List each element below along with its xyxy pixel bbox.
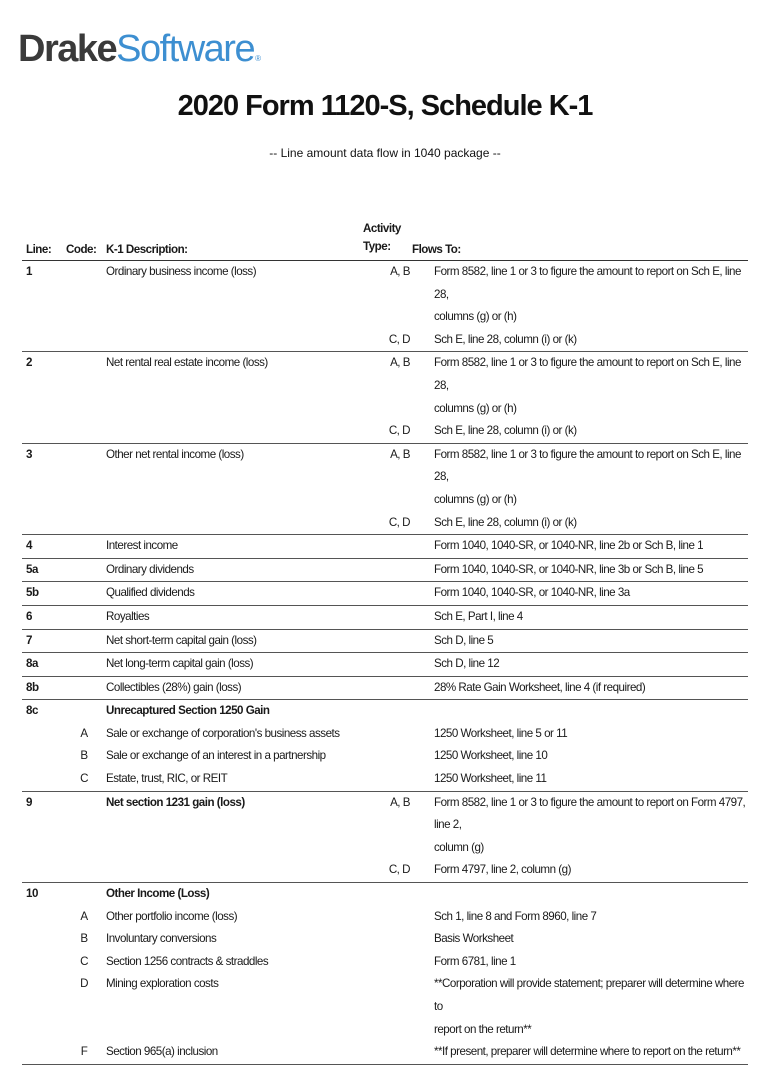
line-cell bbox=[22, 1019, 62, 1042]
description-cell: Net long-term capital gain (loss) bbox=[106, 657, 254, 671]
line-cell: 5b bbox=[26, 586, 39, 600]
description-cell: Interest income bbox=[106, 539, 178, 553]
table-row bbox=[22, 859, 748, 882]
line-cell bbox=[22, 768, 62, 791]
description-cell bbox=[106, 306, 362, 329]
activity-type-cell: A, B bbox=[390, 265, 410, 278]
table-row bbox=[22, 444, 748, 489]
flows-to-cell: Basis Worksheet bbox=[434, 932, 514, 946]
description-cell: Estate, trust, RIC, or REIT bbox=[106, 772, 228, 786]
flows-to-cell: Sch 1, line 8 and Form 8960, line 7 bbox=[434, 909, 597, 923]
flows-to-cell: 28% Rate Gain Worksheet, line 4 (if required) bbox=[434, 680, 646, 694]
line-cell bbox=[22, 306, 62, 329]
flows-to-cell bbox=[410, 700, 748, 723]
table-row bbox=[22, 559, 748, 582]
code-cell bbox=[62, 535, 106, 558]
code-cell bbox=[62, 677, 106, 700]
activity-type-cell bbox=[362, 653, 410, 676]
description-cell bbox=[106, 420, 362, 443]
table-row bbox=[22, 951, 748, 974]
flows-to-cell: column (g) bbox=[434, 840, 484, 854]
activity-type-cell: A, B bbox=[390, 356, 410, 370]
line-cell: 7 bbox=[26, 633, 32, 647]
header-activity-line2: Type: bbox=[363, 240, 391, 253]
line-cell: 4 bbox=[26, 539, 32, 553]
description-cell: Net rental real estate income (loss) bbox=[106, 356, 268, 370]
table-body bbox=[22, 261, 748, 1065]
flows-to-cell: Form 6781, line 1 bbox=[434, 954, 516, 968]
flows-to-cell: 1250 Worksheet, line 11 bbox=[434, 772, 547, 786]
activity-type-cell bbox=[362, 906, 410, 929]
activity-type-cell bbox=[362, 928, 410, 951]
line-cell bbox=[22, 1041, 62, 1064]
activity-type-cell bbox=[362, 535, 410, 558]
line-cell bbox=[22, 398, 62, 421]
header-line: Line: bbox=[26, 243, 52, 256]
flows-to-cell: Sch E, Part I, line 4 bbox=[434, 609, 523, 623]
description-cell: Involuntary conversions bbox=[106, 932, 217, 946]
code-cell: B bbox=[80, 749, 88, 763]
k1-data-flow-table bbox=[22, 208, 748, 1065]
activity-type-cell bbox=[362, 700, 410, 723]
table-row bbox=[22, 535, 748, 558]
flows-to-cell: Form 8582, line 1 or 3 to figure the amount to report on Form 4797, line 2, bbox=[434, 795, 746, 832]
table-row bbox=[22, 700, 748, 723]
flows-to-cell bbox=[410, 883, 748, 906]
table-row bbox=[22, 306, 748, 329]
line-cell bbox=[22, 951, 62, 974]
table-row bbox=[22, 606, 748, 629]
description-cell: Sale or exchange of an interest in a partnership bbox=[106, 749, 326, 763]
description-cell: Other portfolio income (loss) bbox=[106, 909, 238, 923]
table-row bbox=[22, 906, 748, 929]
code-cell bbox=[62, 883, 106, 906]
flows-to-cell: Form 1040, 1040-SR, or 1040-NR, line 3b or Sch B, line 5 bbox=[434, 562, 704, 576]
table-row bbox=[22, 677, 748, 700]
description-cell: Mining exploration costs bbox=[106, 977, 219, 991]
line-cell bbox=[22, 489, 62, 512]
table-row bbox=[22, 512, 748, 535]
header-description: K-1 Description: bbox=[106, 243, 188, 256]
line-cell: 1 bbox=[26, 265, 32, 278]
table-row bbox=[22, 329, 748, 352]
line-cell bbox=[22, 906, 62, 929]
line-cell: 8b bbox=[26, 680, 39, 694]
code-cell bbox=[62, 792, 106, 837]
header-flows-to: Flows To: bbox=[412, 243, 461, 256]
description-cell bbox=[106, 329, 362, 352]
code-cell: F bbox=[80, 1045, 88, 1059]
line-cell bbox=[22, 420, 62, 443]
table-row bbox=[22, 1019, 748, 1042]
table-row bbox=[22, 768, 748, 791]
line-cell: 9 bbox=[26, 795, 32, 809]
activity-type-cell bbox=[362, 559, 410, 582]
flows-to-cell: Sch D, line 12 bbox=[434, 657, 500, 671]
flows-to-cell: columns (g) or (h) bbox=[434, 310, 517, 324]
activity-type-cell: A, B bbox=[390, 795, 410, 809]
activity-type-cell bbox=[362, 1019, 410, 1042]
description-cell bbox=[106, 512, 362, 535]
table-row bbox=[22, 261, 748, 306]
description-cell: Unrecaptured Section 1250 Gain bbox=[106, 704, 270, 718]
flows-to-cell: report on the return** bbox=[434, 1022, 532, 1036]
activity-type-cell: A, B bbox=[390, 447, 410, 461]
line-cell bbox=[22, 859, 62, 882]
description-cell: Sale or exchange of corporation's business assets bbox=[106, 726, 340, 740]
flows-to-cell: Form 8582, line 1 or 3 to figure the amount to report on Sch E, line 28, bbox=[434, 356, 741, 392]
description-cell: Net short-term capital gain (loss) bbox=[106, 633, 257, 647]
code-cell bbox=[62, 837, 106, 860]
code-cell bbox=[62, 261, 106, 306]
activity-type-cell bbox=[362, 582, 410, 605]
line-group bbox=[22, 444, 748, 535]
line-group bbox=[22, 535, 748, 559]
description-cell bbox=[106, 837, 362, 860]
description-cell: Other Income (Loss) bbox=[106, 887, 210, 901]
line-cell bbox=[22, 745, 62, 768]
activity-type-cell bbox=[362, 489, 410, 512]
flows-to-cell: Sch D, line 5 bbox=[434, 633, 494, 647]
table-row bbox=[22, 1041, 748, 1064]
code-cell bbox=[62, 306, 106, 329]
table-row bbox=[22, 723, 748, 746]
description-cell: Collectibles (28%) gain (loss) bbox=[106, 680, 242, 694]
line-group bbox=[22, 883, 748, 1065]
header-activity-line1: Activity bbox=[363, 222, 401, 235]
code-cell bbox=[62, 489, 106, 512]
line-group bbox=[22, 792, 748, 883]
line-group bbox=[22, 630, 748, 654]
code-cell: C bbox=[80, 772, 88, 786]
code-cell: B bbox=[80, 932, 88, 946]
code-cell: D bbox=[80, 977, 88, 991]
activity-type-cell bbox=[362, 768, 410, 791]
flows-to-cell: Sch E, line 28, column (i) or (k) bbox=[434, 424, 577, 438]
description-cell: Ordinary business income (loss) bbox=[106, 265, 257, 278]
line-cell: 2 bbox=[26, 356, 32, 370]
table-row bbox=[22, 792, 748, 837]
code-cell bbox=[62, 512, 106, 535]
code-cell: A bbox=[80, 726, 88, 740]
activity-type-cell bbox=[362, 630, 410, 653]
activity-type-cell: C, D bbox=[388, 515, 410, 529]
line-group bbox=[22, 582, 748, 606]
flows-to-cell: Form 8582, line 1 or 3 to figure the amount to report on Sch E, line 28, bbox=[434, 265, 741, 301]
description-cell: Qualified dividends bbox=[106, 586, 195, 600]
table-row bbox=[22, 837, 748, 860]
activity-type-cell: C, D bbox=[388, 424, 410, 438]
line-group bbox=[22, 559, 748, 583]
code-cell bbox=[62, 559, 106, 582]
code-cell: A bbox=[80, 909, 88, 923]
flows-to-cell: Sch E, line 28, column (i) or (k) bbox=[434, 332, 577, 346]
line-cell: 8c bbox=[26, 704, 38, 718]
activity-type-cell bbox=[362, 883, 410, 906]
activity-type-cell bbox=[362, 745, 410, 768]
description-cell: Other net rental income (loss) bbox=[106, 447, 244, 461]
table-row bbox=[22, 420, 748, 443]
code-cell bbox=[62, 859, 106, 882]
activity-type-cell bbox=[362, 973, 410, 1018]
activity-type-cell bbox=[362, 398, 410, 421]
line-group bbox=[22, 677, 748, 701]
flows-to-cell: 1250 Worksheet, line 10 bbox=[434, 749, 548, 763]
flows-to-cell: columns (g) or (h) bbox=[434, 401, 517, 415]
description-cell bbox=[106, 859, 362, 882]
code-cell bbox=[62, 398, 106, 421]
table-row bbox=[22, 582, 748, 605]
line-cell: 8a bbox=[26, 657, 38, 671]
code-cell bbox=[62, 582, 106, 605]
table-row bbox=[22, 352, 748, 397]
description-cell bbox=[106, 489, 362, 512]
table-row bbox=[22, 398, 748, 421]
line-cell: 5a bbox=[26, 562, 38, 576]
activity-type-cell bbox=[362, 677, 410, 700]
table-row bbox=[22, 489, 748, 512]
code-cell: C bbox=[80, 954, 88, 968]
description-cell: Ordinary dividends bbox=[106, 562, 194, 576]
activity-type-cell bbox=[362, 837, 410, 860]
table-row bbox=[22, 928, 748, 951]
header-code: Code: bbox=[66, 243, 97, 256]
flows-to-cell: Form 4797, line 2, column (g) bbox=[434, 863, 571, 877]
code-cell bbox=[62, 606, 106, 629]
description-cell: Section 965(a) inclusion bbox=[106, 1045, 218, 1059]
flows-to-cell: **Corporation will provide statement; preparer will determine where to bbox=[434, 977, 744, 1013]
logo-drake-text: Drake bbox=[18, 28, 117, 70]
logo-trademark: ® bbox=[255, 54, 262, 63]
table-row bbox=[22, 883, 748, 906]
activity-type-cell bbox=[362, 606, 410, 629]
flows-to-cell: Form 1040, 1040-SR, or 1040-NR, line 2b or Sch B, line 1 bbox=[434, 539, 704, 553]
code-cell bbox=[62, 352, 106, 397]
header-activity-type bbox=[363, 220, 401, 256]
code-cell bbox=[62, 630, 106, 653]
table-header bbox=[22, 208, 748, 261]
flows-to-cell: 1250 Worksheet, line 5 or 11 bbox=[434, 726, 568, 740]
flows-to-cell: columns (g) or (h) bbox=[434, 492, 517, 506]
activity-type-cell bbox=[362, 951, 410, 974]
description-cell: Royalties bbox=[106, 609, 150, 623]
line-cell bbox=[22, 512, 62, 535]
document-subtitle: -- Line amount data flow in 1040 package -- bbox=[269, 146, 501, 160]
table-row bbox=[22, 745, 748, 768]
description-cell bbox=[106, 1019, 362, 1042]
flows-to-cell: Form 8582, line 1 or 3 to figure the amount to report on Sch E, line 28, bbox=[434, 447, 741, 484]
activity-type-cell bbox=[362, 1041, 410, 1064]
line-group bbox=[22, 700, 748, 791]
code-cell bbox=[62, 444, 106, 489]
line-cell bbox=[22, 837, 62, 860]
drake-software-logo bbox=[18, 28, 261, 71]
activity-type-cell bbox=[362, 306, 410, 329]
table-row bbox=[22, 973, 748, 1018]
flows-to-cell: Sch E, line 28, column (i) or (k) bbox=[434, 515, 577, 529]
line-cell: 10 bbox=[26, 887, 38, 901]
line-cell bbox=[22, 723, 62, 746]
code-cell bbox=[62, 700, 106, 723]
flows-to-cell: Form 1040, 1040-SR, or 1040-NR, line 3a bbox=[434, 586, 630, 600]
activity-type-cell bbox=[362, 723, 410, 746]
line-group bbox=[22, 352, 748, 443]
description-cell: Net section 1231 gain (loss) bbox=[106, 795, 245, 809]
line-cell bbox=[22, 973, 62, 1018]
description-cell bbox=[106, 398, 362, 421]
flows-to-cell: **If present, preparer will determine where to report on the return** bbox=[434, 1045, 741, 1059]
line-cell: 3 bbox=[26, 447, 32, 461]
table-row bbox=[22, 630, 748, 653]
line-group bbox=[22, 261, 748, 352]
code-cell bbox=[62, 653, 106, 676]
description-cell: Section 1256 contracts & straddles bbox=[106, 954, 269, 968]
table-row bbox=[22, 653, 748, 676]
line-group bbox=[22, 653, 748, 677]
code-cell bbox=[62, 420, 106, 443]
line-group bbox=[22, 606, 748, 630]
document-title: 2020 Form 1120-S, Schedule K-1 bbox=[177, 90, 593, 122]
logo-software-text: Software bbox=[116, 28, 255, 70]
code-cell bbox=[62, 329, 106, 352]
line-cell bbox=[22, 928, 62, 951]
line-cell: 6 bbox=[26, 609, 32, 623]
code-cell bbox=[62, 1019, 106, 1042]
activity-type-cell: C, D bbox=[388, 863, 410, 877]
activity-type-cell: C, D bbox=[388, 332, 410, 346]
line-cell bbox=[22, 329, 62, 352]
